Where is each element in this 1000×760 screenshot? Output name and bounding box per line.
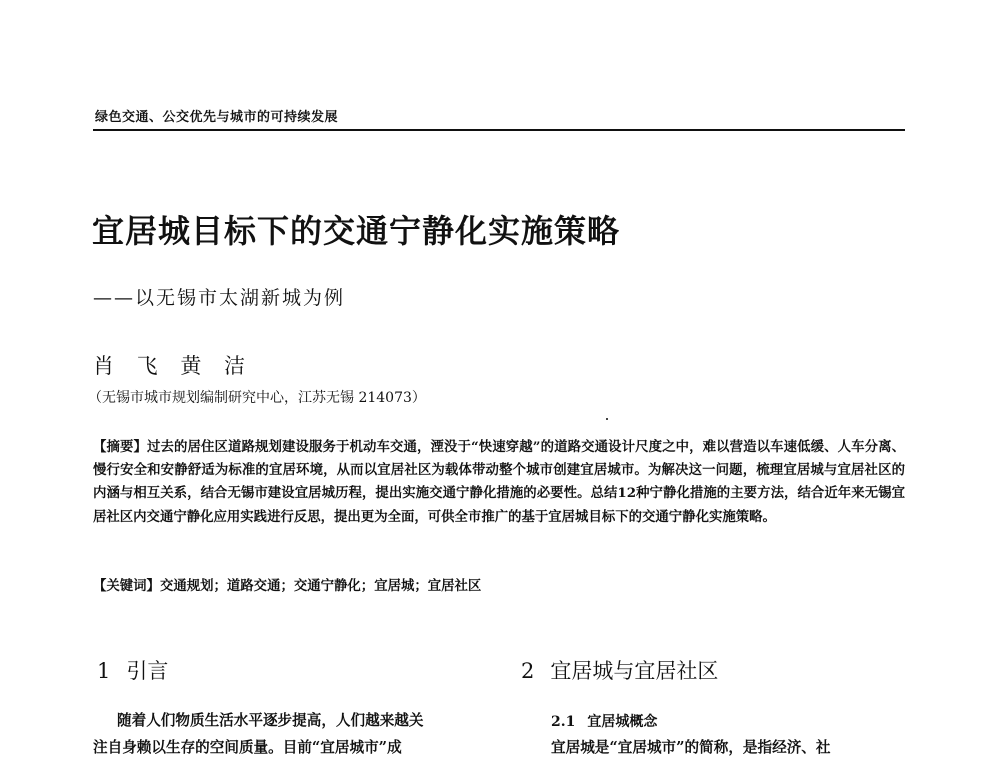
subsection-2-1-heading: [551, 711, 657, 731]
subsection-number: 2.1: [551, 714, 576, 730]
affiliation: （无锡市城市规划编制研究中心，江苏无锡 214073）: [88, 390, 426, 406]
abstract-text: 过去的居住区道路规划建设服务于机动车交通，湮没于“快速穿越”的道路交通设计尺度之中，难以营造以车速低缓、人车分离、慢行安全和安静舒适为标准的宜居环境，从而以宜居社区为载体带动整个城市创建宜居城市。为解决这一问题，梳理宜居城与宜居社区的内涵与相互关系，结合无锡市建设宜居城历程，提出实施交通宁静化措施的必要性。总结12种宁静化措施的主要方法，结合近年来无锡宜居社区内交通宁静化应用实践进行反思，提出更为全面，可供全市推广的基于宜居城目标下的交通宁静化实施策略。: [93, 439, 905, 525]
keywords-text: 交通规划；道路交通；交通宁静化；宜居城；宜居社区: [159, 578, 482, 594]
speck: [606, 418, 608, 420]
subsection-title: 宜居城概念: [587, 714, 658, 730]
section-1-line: 注自身赖以生存的空间质量。目前“宜居城市”成: [93, 739, 402, 756]
paper-title: 宜居城目标下的交通宁静化实施策略: [92, 212, 621, 250]
section-1-line: 随着人们物质生活水平逐步提高，人们越来越关: [117, 712, 424, 729]
section-2-line: 宜居城是“宜居城市”的简称，是指经济、社: [551, 739, 831, 756]
authors: 肖 飞 黄 洁: [93, 354, 254, 378]
running-head: 绿色交通、公交优先与城市的可持续发展: [95, 110, 339, 125]
keywords: [93, 575, 481, 594]
section-2-number: 2: [521, 659, 535, 683]
header-rule: [93, 129, 905, 131]
section-1-title: 引言: [126, 659, 169, 683]
section-2-heading: [521, 655, 718, 685]
section-1-number: 1: [97, 659, 111, 683]
abstract-label: 【摘要】: [93, 440, 147, 455]
keywords-label: 【关键词】: [93, 579, 160, 594]
abstract: [93, 436, 905, 529]
section-2-title: 宜居城与宜居社区: [550, 659, 719, 683]
section-1-heading: [97, 655, 168, 685]
paper-subtitle: ——以无锡市太湖新城为例: [93, 287, 346, 309]
